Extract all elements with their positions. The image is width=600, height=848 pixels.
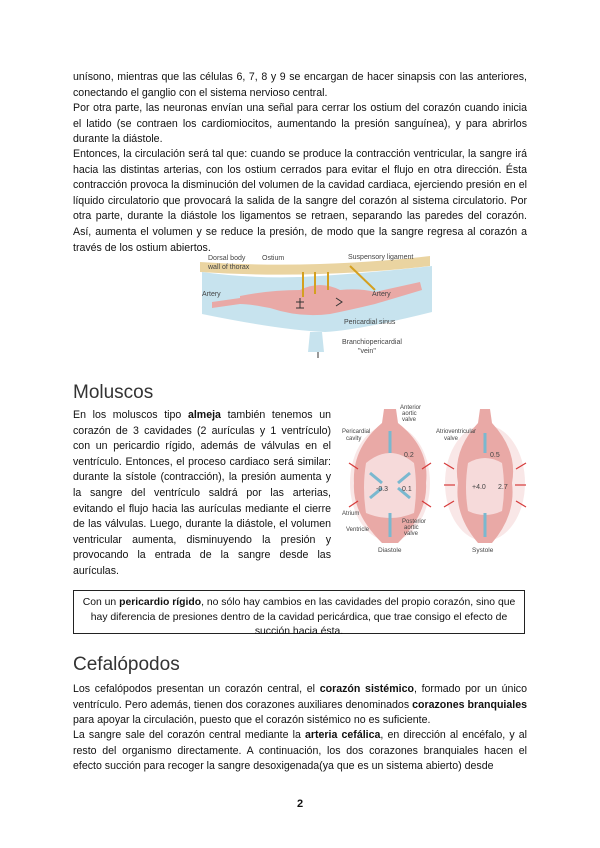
label-av-valve-2: valve (444, 436, 459, 442)
note-box: Con un pericardio rígido, no sólo hay cambios en las cavidades del propio corazón, sino que hay diferencia de presiones dentro de la cavidad pericárdica, que trae consigo el efecto de succión hacia ésta. (73, 590, 525, 634)
label-pericardial-2: cavity (346, 436, 362, 442)
heading-moluscos: Moluscos (73, 382, 154, 403)
label-systole: Systole (472, 547, 494, 554)
paragraph-cefalopodos-2: La sangre sale del corazón central mediante la arteria cefálica, en dirección al encéfalo, y al resto del organismo directamente. A continuación, los dos corazones branquiales hacen el efecto succión para recoger la sangre desoxigenada(ya que es un sistema abierto) desde (73, 729, 527, 773)
label-ostium: Ostium (262, 255, 285, 262)
label-artery-right: Artery (372, 291, 391, 298)
label-sinus: Pericardial sinus (344, 319, 396, 326)
label-diastole: Diastole (378, 547, 402, 554)
label-posterior-1: Posterior (402, 519, 427, 525)
label-posterior-3: valve (404, 531, 419, 537)
label-branchio-1: Branchiopericardial (342, 339, 402, 346)
label-anterior-3: valve (402, 417, 417, 423)
label-av-valve-1: Atrioventricular (436, 429, 477, 435)
label-atrium: Atrium (342, 511, 360, 517)
label-ligament: Suspensory ligament (348, 254, 414, 261)
label-ventricle: Ventricle (346, 527, 370, 533)
paragraph-ganglion: unísono, mientras que las células 6, 7, 8 y 9 se encargan de hacer sinapsis con las anteriores, conectando el ganglio con el sistema nervioso central. (73, 71, 527, 99)
label-artery-left: Artery (202, 291, 221, 298)
page-number: 2 (296, 798, 304, 810)
label-dorsal-2: wall of thorax (208, 264, 250, 271)
paragraph-ostium-signal: Por otra parte, las neuronas envían una señal para cerrar los ostium del corazón cuando inicia el latido (se contraen los cardiomiocitos, aumentando la presión sanguínea), y para abrirlos durante la diástole. (73, 102, 527, 146)
systole-value-1: 0.5 (490, 452, 500, 459)
label-anterior-1: Anterior (400, 405, 422, 411)
label-branchio-2: "vein" (358, 348, 376, 355)
label-pericardial-1: Pericardial (342, 429, 371, 435)
paragraph-cefalopodos-1: Los cefalópodos presentan un corazón central, el corazón sistémico, formado por un único ventrículo. Pero además, tienen dos corazones auxiliares denominados corazones branquiales para apoyar la circulación, puesto que el corazón sistémico no es suficiente. (73, 683, 527, 727)
systole-value-2: +4.0 (472, 484, 486, 491)
systole-value-3: 2.7 (498, 484, 508, 491)
diastole-value-2: -0.3 (376, 486, 389, 493)
label-anterior-2: aortic (402, 411, 417, 417)
label-posterior-2: aortic (404, 525, 419, 531)
insect-heart-figure (200, 252, 445, 360)
paragraph-circulation: Entonces, la circulación será tal que: cuando se produce la contracción ventricular, la sangre irá hacia las distintas arterias, con los ostium cerrados para evitar el flujo en otra dirección. Ésta contracción provoca la disminución del volumen de la cavidad cardiaca, ejerciendo presión en el líquido circulatorio que provocará la salida de la sangre del corazón al sistema circulatorio. Por otra parte, durante la diástole los ligamentos se retraen, separando las paredes del corazón. Así, aumenta el volumen y se reduce la presión, de modo que la sangre regresa al corazón a través de los ostium abiertos. (73, 148, 527, 254)
diastole-value-3: 0.1 (402, 486, 412, 493)
clam-heart-figure (340, 403, 530, 555)
heading-cefalopodos: Cefalópodos (73, 654, 180, 675)
paragraph-moluscos: En los moluscos tipo almeja también tenemos un corazón de 3 cavidades (2 aurículas y 1 ventrículo) con un pericardio rígido, además de válvulas en el ventrículo. Entonces, el proceso cardiaco será similar: durante la sístole (contracción), la presión aumenta y la sangre del ventrículo saldrá por las arterias, evitando el flujo hacia las aurículas mediante el cierre de las válvulas. Luego, durante la diástole, el volumen ventricular aumenta, disminuyendo la presión y provocando la entrada de la sangre desde las aurículas. (73, 409, 331, 577)
label-dorsal-1: Dorsal body (208, 255, 246, 262)
diastole-value-1: 0.2 (404, 452, 414, 459)
